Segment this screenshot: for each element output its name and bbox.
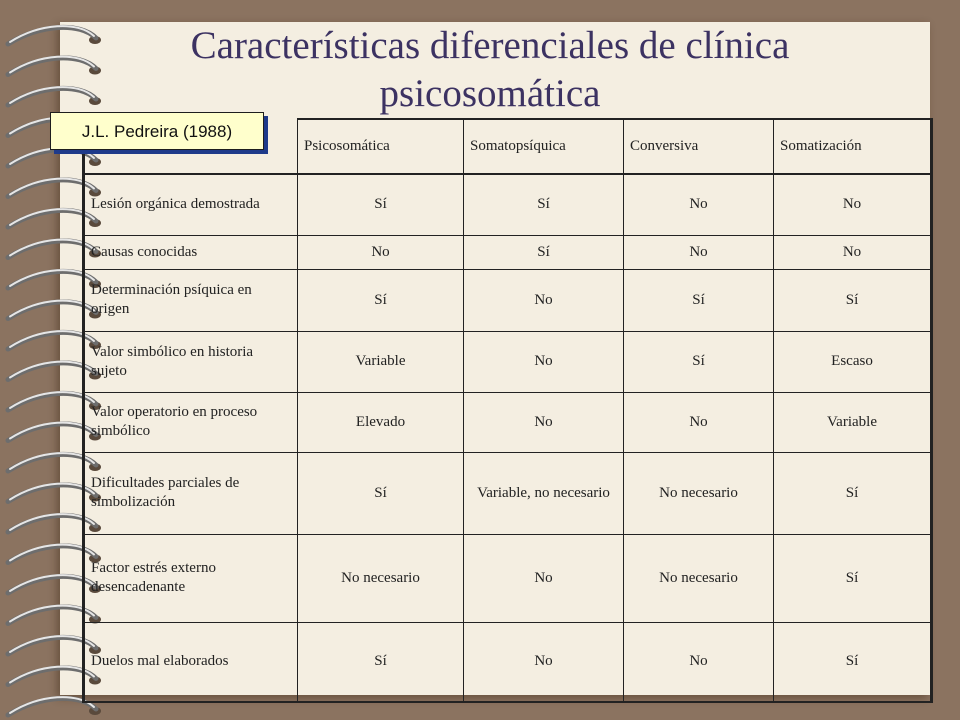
table-cell: Sí: [774, 622, 932, 702]
table-cell: Sí: [464, 174, 624, 235]
table-cell: Sí: [464, 235, 624, 269]
table-row: [84, 452, 932, 534]
table-cell: No: [464, 269, 624, 331]
header-cell: Conversiva: [624, 119, 774, 174]
table-cell: Variable, no necesario: [464, 452, 624, 534]
table-cell: Sí: [298, 622, 464, 702]
table-row: [84, 269, 932, 331]
row-label: Determinación psíquica en origen: [84, 269, 298, 331]
table-cell: Sí: [774, 534, 932, 622]
table-row: [84, 174, 932, 235]
slide-title-line-2: psicosomática: [379, 72, 601, 115]
header-cell: Somatización: [774, 119, 932, 174]
table-cell: Sí: [624, 269, 774, 331]
row-label: Factor estrés externo desencadenante: [84, 534, 298, 622]
table-cell: No necesario: [298, 534, 464, 622]
table-cell: Sí: [298, 452, 464, 534]
header-cell: Somatopsíquica: [464, 119, 624, 174]
slide-title-line-1: Características diferenciales de clínica: [190, 24, 790, 67]
table-cell: No: [464, 392, 624, 452]
table-cell: Variable: [774, 392, 932, 452]
table-cell: No: [624, 392, 774, 452]
header-cell: Psicosomática: [298, 119, 464, 174]
table-row: [84, 235, 932, 269]
table-cell: Sí: [774, 452, 932, 534]
table-cell: Elevado: [298, 392, 464, 452]
background-right: [930, 0, 960, 720]
table-cell: No: [464, 622, 624, 702]
table-cell: No necesario: [624, 452, 774, 534]
table-cell: No: [624, 174, 774, 235]
table-cell: Sí: [298, 174, 464, 235]
table-cell: Variable: [298, 331, 464, 392]
background-top: [0, 0, 960, 22]
table-cell: No: [464, 534, 624, 622]
slide-title: [140, 22, 840, 118]
table-cell: Escaso: [774, 331, 932, 392]
table-cell: No: [298, 235, 464, 269]
table-cell: No: [774, 235, 932, 269]
comparison-table: [82, 118, 933, 703]
row-label: Lesión orgánica demostrada: [84, 174, 298, 235]
row-label: Dificultades parciales de simbolización: [84, 452, 298, 534]
row-label: Valor operatorio en proceso simbólico: [84, 392, 298, 452]
row-label: Causas conocidas: [84, 235, 298, 269]
table-row: [84, 622, 932, 702]
table-cell: No: [624, 235, 774, 269]
table-cell: No necesario: [624, 534, 774, 622]
table-row: [84, 534, 932, 622]
table-cell: No: [464, 331, 624, 392]
row-label: Valor simbólico en historia sujeto: [84, 331, 298, 392]
table-cell: Sí: [774, 269, 932, 331]
table-cell: Sí: [624, 331, 774, 392]
table-row: [84, 331, 932, 392]
row-label: Duelos mal elaborados: [84, 622, 298, 702]
table-row: [84, 392, 932, 452]
table-cell: No: [774, 174, 932, 235]
table-cell: No: [624, 622, 774, 702]
citation-label: J.L. Pedreira (1988): [50, 112, 264, 150]
table-cell: Sí: [298, 269, 464, 331]
